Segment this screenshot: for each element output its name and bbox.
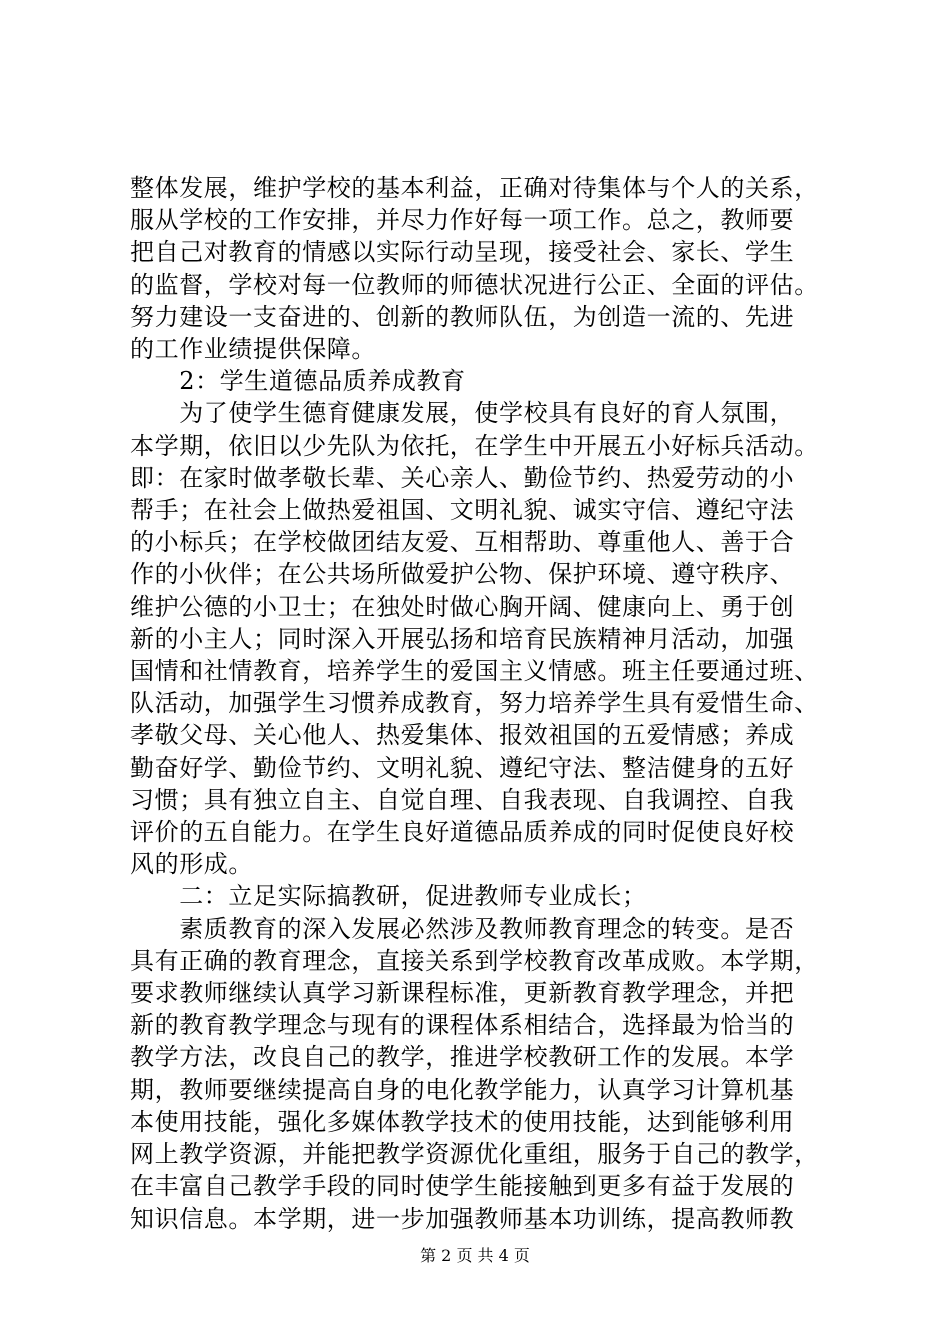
text-line: 要求教师继续认真学习新课程标准，更新教育教学理念，并把 bbox=[130, 979, 795, 1008]
text-line: 风的形成。 bbox=[130, 850, 253, 879]
text-line: 整体发展，维护学校的基本利益，正确对待集体与个人的关系， bbox=[130, 174, 819, 202]
text-line: 评价的五自能力。在学生良好道德品质养成的同时促使良好校 bbox=[130, 818, 795, 847]
text-line: 本使用技能，强化多媒体教学技术的使用技能，达到能够利用 bbox=[130, 1107, 795, 1136]
body-text bbox=[130, 172, 830, 1235]
text-line: 新的教育教学理念与现有的课程体系相结合，选择最为恰当的 bbox=[130, 1011, 795, 1040]
text-line: 维护公德的小卫士；在独处时做心胸开阔、健康向上、勇于创 bbox=[130, 592, 795, 621]
text-line: 孝敬父母、关心他人、热爱集体、报效祖国的五爱情感；养成 bbox=[130, 721, 795, 750]
text-line: 知识信息。本学期，进一步加强教师基本功训练，提高教师教 bbox=[130, 1204, 795, 1233]
text-line: 为了使学生德育健康发展，使学校具有良好的育人氛围， bbox=[130, 399, 795, 428]
text-line: 的监督，学校对每一位教师的师德状况进行公正、全面的评估。 bbox=[130, 270, 819, 299]
text-line: 队活动，加强学生习惯养成教育，努力培养学生具有爱惜生命、 bbox=[130, 689, 819, 718]
text-line: 在丰富自己教学手段的同时使学生能接触到更多有益于发展的 bbox=[130, 1172, 795, 1201]
text-line: 服从学校的工作安排，并尽力作好每一项工作。总之，教师要 bbox=[130, 206, 795, 235]
text-line: 的小标兵；在学校做团结友爱、互相帮助、尊重他人、善于合 bbox=[130, 528, 795, 557]
text-line: 本学期，依旧以少先队为依托，在学生中开展五小好标兵活动。 bbox=[130, 431, 819, 460]
text-line: 网上教学资源，并能把教学资源优化重组，服务于自己的教学， bbox=[130, 1140, 819, 1169]
text-line: 国情和社情教育，培养学生的爱国主义情感。班主任要通过班、 bbox=[130, 657, 819, 686]
text-line: 即：在家时做孝敬长辈、关心亲人、勤俭节约、热爱劳动的小 bbox=[130, 463, 795, 492]
page-footer: 第 2 页 共 4 页 bbox=[420, 1246, 530, 1265]
text-line: 作的小伙伴；在公共场所做爱护公物、保护环境、遵守秩序、 bbox=[130, 560, 795, 589]
text-line: 把自己对教育的情感以实际行动呈现，接受社会、家长、学生 bbox=[130, 238, 795, 267]
text-line: 二：立足实际搞教研，促进教师专业成长； bbox=[130, 882, 647, 911]
text-line: 期，教师要继续提高自身的电化教学能力，认真学习计算机基 bbox=[130, 1075, 795, 1104]
text-line: 习惯；具有独立自主、自觉自理、自我表现、自我调控、自我 bbox=[130, 785, 795, 814]
text-line: 具有正确的教育理念，直接关系到学校教育改革成败。本学期， bbox=[130, 946, 819, 975]
text-line: 素质教育的深入发展必然涉及教师教育理念的转变。是否 bbox=[130, 914, 795, 943]
text-line: 新的小主人；同时深入开展弘扬和培育民族精神月活动，加强 bbox=[130, 624, 795, 653]
text-line: 2：学生道德品质养成教育 bbox=[130, 367, 466, 396]
text-line: 的工作业绩提供保障。 bbox=[130, 335, 376, 364]
text-line: 教学方法，改良自己的教学，推进学校教研工作的发展。本学 bbox=[130, 1043, 795, 1072]
text-line: 勤奋好学、勤俭节约、文明礼貌、遵纪守法、整洁健身的五好 bbox=[130, 753, 795, 782]
text-line: 帮手；在社会上做热爱祖国、文明礼貌、诚实守信、遵纪守法 bbox=[130, 496, 795, 525]
text-line: 努力建设一支奋进的、创新的教师队伍，为创造一流的、先进 bbox=[130, 302, 795, 331]
